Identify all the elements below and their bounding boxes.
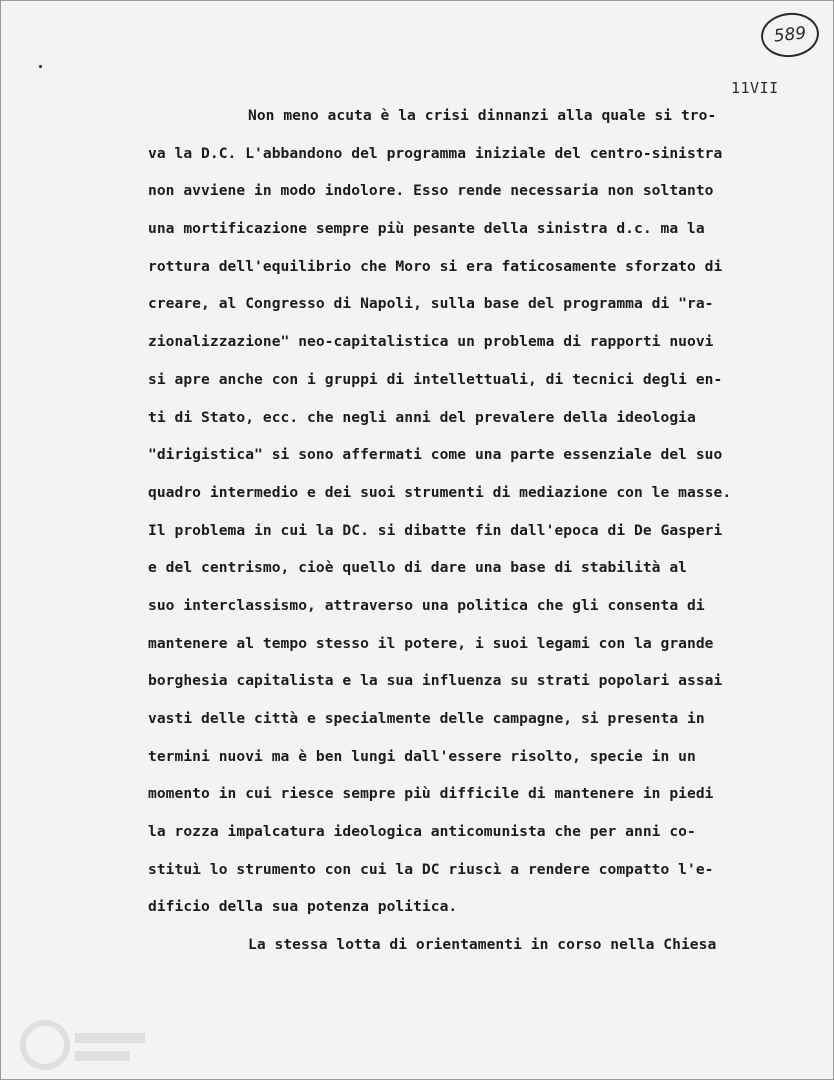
text-line: Il problema in cui la DC. si dibatte fin dall'epoca di De Gasperi [148,521,723,539]
text-line: quadro intermedio e dei suoi strumenti di mediazione con le masse. [148,483,732,501]
watermark-icon [5,1003,155,1073]
text-line: "dirigistica" si sono affermati come una parte essenziale del suo [148,446,723,464]
text-line: va la D.C. L'abbandono del programma iniziale del centro-sinistra [148,144,723,162]
page-number: 11VII [731,79,779,97]
text-line: la rozza impalcatura ideologica anticomunista che per anni co- [148,823,696,841]
text-line: Non meno acuta è la crisi dinnanzi alla quale si tro- [248,107,717,124]
text-line: vasti delle città e specialmente delle campagne, si presenta in [148,710,705,727]
text-line: suo interclassismo, attraverso una politica che gli consenta di [148,596,705,614]
text-line: La stessa lotta di orientamenti in corso nella Chiesa [248,936,717,954]
text-line: termini nuovi ma è ben lungi dall'essere risolto, specie in un [148,747,696,765]
text-line: dificio della sua potenza politica. [148,898,458,916]
text-line: zionalizzazione" neo-capitalistica un problema di rapporti nuovi [148,333,714,351]
text-line: e del centrismo, cioè quello di dare una base di stabilità al [148,559,688,577]
ink-dot [39,65,42,68]
text-line: non avviene in modo indolore. Esso rende necessaria non soltanto [148,182,714,200]
text-line: ti di Stato, ecc. che negli anni del prevalere della ideologia [148,408,696,426]
text-line: creare, al Congresso di Napoli, sulla base del programma di "ra- [148,295,714,313]
text-line: si apre anche con i gruppi di intellettuali, di tecnici degli en- [148,370,723,388]
archive-stamp: 589 [759,10,821,60]
text-line: stituì lo strumento con cui la DC riuscì a rendere compatto l'e- [148,860,714,878]
text-line: rottura dell'equilibrio che Moro si era faticosamente sforzato di [148,257,723,275]
text-line: una mortificazione sempre più pesante della sinistra d.c. ma la [148,220,705,238]
typed-text-body [148,97,798,964]
text-line: momento in cui riesce sempre più difficile di mantenere in piedi [148,785,714,803]
text-line: borghesia capitalista e la sua influenza su strati popolari assai [148,672,723,690]
text-line: mantenere al tempo stesso il potere, i suoi legami con la grande [148,634,714,652]
